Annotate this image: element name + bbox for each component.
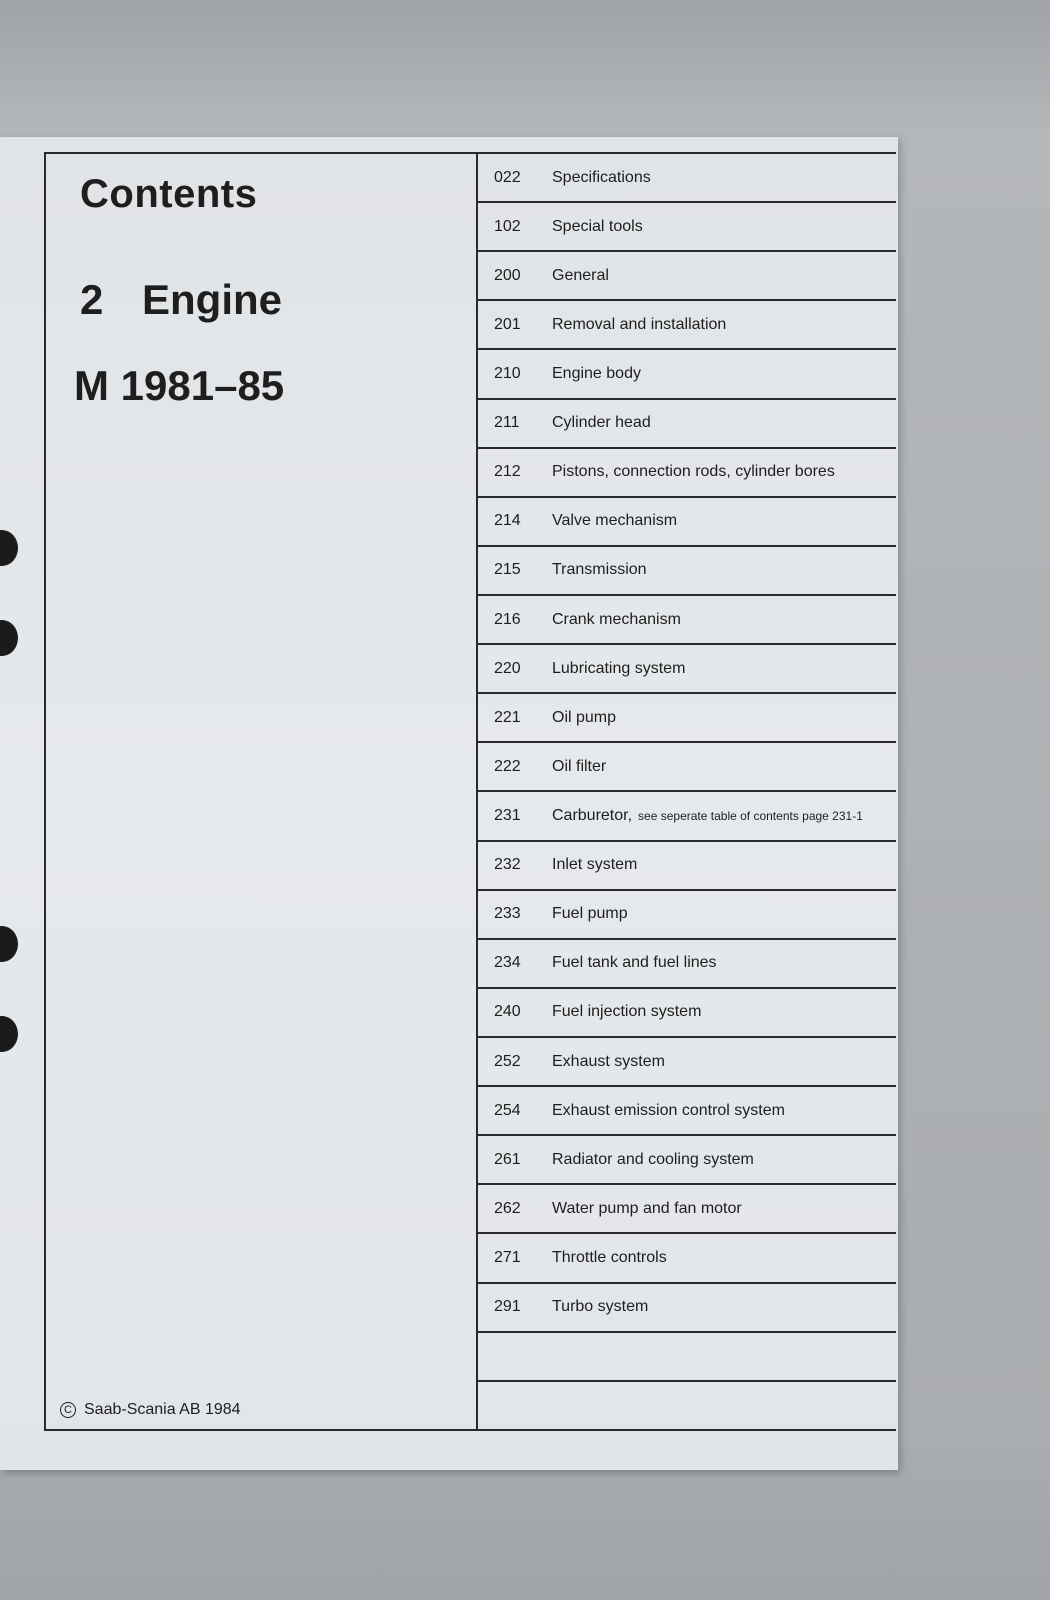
toc-row	[478, 891, 896, 940]
toc-section-title	[552, 365, 896, 383]
toc-section-number: 262	[494, 1199, 521, 1217]
toc-title-text: Oil pump	[552, 708, 617, 726]
toc-title-text: Exhaust emission control system	[552, 1101, 785, 1119]
toc-section-number: 201	[494, 315, 521, 333]
toc-title-text: Fuel pump	[552, 905, 628, 923]
page-title: Contents	[80, 172, 258, 216]
toc-title-text: General	[552, 266, 609, 284]
toc-title-text: Radiator and cooling system	[552, 1150, 754, 1168]
toc-section-title	[552, 1151, 896, 1169]
toc-row	[478, 1136, 896, 1185]
toc-section-number: 102	[494, 217, 521, 235]
toc-row	[478, 1284, 896, 1333]
toc-title-text: Removal and installation	[552, 315, 727, 333]
toc-section-title	[552, 169, 896, 187]
toc-row	[478, 400, 896, 449]
binder-hole	[0, 530, 18, 566]
toc-section-number: 261	[494, 1150, 521, 1168]
toc-title-text: Pistons, connection rods, cylinder bores	[552, 463, 835, 481]
toc-section-number: 254	[494, 1101, 521, 1119]
toc-row	[478, 743, 896, 792]
toc-row	[478, 350, 896, 399]
toc-section-number: 234	[494, 954, 521, 972]
toc-section-title	[552, 512, 896, 530]
toc-title-text: Inlet system	[552, 856, 638, 874]
toc-section-number: 211	[494, 414, 520, 432]
toc-section-note: see seperate table of contents page 231-1	[638, 808, 863, 823]
toc-section-number: 252	[494, 1052, 521, 1070]
toc-section-title	[552, 611, 896, 629]
contents-frame	[44, 152, 896, 1431]
model-range: M 1981–85	[74, 362, 285, 409]
toc-section-number: 271	[494, 1248, 521, 1266]
document-page	[0, 137, 898, 1470]
toc-title-text: Fuel tank and fuel lines	[552, 954, 717, 972]
toc-section-number: 212	[494, 463, 521, 481]
toc-section-title	[552, 807, 896, 825]
toc-section-title	[552, 1249, 896, 1267]
toc-row	[478, 842, 896, 891]
toc-section-title	[552, 954, 896, 972]
copyright-notice	[60, 1401, 241, 1419]
toc-title-text: Specifications	[552, 168, 651, 186]
toc-section-title	[552, 316, 896, 334]
toc-section-title	[552, 856, 896, 874]
toc-row	[478, 1234, 896, 1283]
toc-section-number: 233	[494, 905, 521, 923]
toc-section-number: 291	[494, 1298, 521, 1316]
toc-title-text: Throttle controls	[552, 1248, 667, 1266]
toc-title-text: Turbo system	[552, 1298, 649, 1316]
toc-title-text: Oil filter	[552, 757, 607, 775]
section-number: 2	[80, 276, 104, 323]
toc-row	[478, 547, 896, 596]
toc-section-title	[552, 709, 896, 727]
toc-row	[478, 154, 896, 203]
toc-row	[478, 1382, 896, 1429]
title-panel	[46, 154, 478, 1429]
toc-title-text: Lubricating system	[552, 659, 686, 677]
toc-section-number: 200	[494, 266, 521, 284]
section-name: Engine	[142, 276, 283, 323]
toc-section-number: 216	[494, 610, 521, 628]
toc-title-text: Fuel injection system	[552, 1003, 702, 1021]
toc-section-number: 231	[494, 806, 521, 824]
toc-title-text: Crank mechanism	[552, 610, 681, 628]
toc-section-number: 215	[494, 561, 521, 579]
copyright-text: Saab-Scania AB 1984	[84, 1401, 241, 1418]
toc-title-text: Special tools	[552, 217, 643, 235]
toc-section-title	[552, 267, 896, 285]
copyright-icon: C	[60, 1402, 76, 1418]
binder-hole	[0, 1016, 18, 1052]
toc-title-text: Engine body	[552, 364, 641, 382]
toc-section-number: 220	[494, 659, 521, 677]
toc-row	[478, 203, 896, 252]
toc-row	[478, 596, 896, 645]
toc-section-number: 240	[494, 1003, 521, 1021]
toc-section-number: 222	[494, 757, 521, 775]
toc-section-title	[552, 905, 896, 923]
toc-section-title	[552, 660, 896, 678]
toc-section-title	[552, 561, 896, 579]
toc-row	[478, 792, 896, 841]
toc-title-text: Exhaust system	[552, 1052, 665, 1070]
table-of-contents	[478, 154, 896, 1429]
binder-hole	[0, 620, 18, 656]
toc-section-title	[552, 1298, 896, 1316]
toc-section-title	[552, 414, 896, 432]
toc-section-number: 232	[494, 856, 521, 874]
toc-row	[478, 449, 896, 498]
toc-title-text: Transmission	[552, 561, 647, 579]
toc-row	[478, 989, 896, 1038]
toc-row	[478, 252, 896, 301]
toc-section-number: 214	[494, 512, 521, 530]
toc-title-text: Water pump and fan motor	[552, 1199, 742, 1217]
toc-section-title	[552, 1053, 896, 1071]
toc-section-number: 221	[494, 708, 521, 726]
toc-row	[478, 1333, 896, 1382]
toc-row	[478, 940, 896, 989]
toc-section-title	[552, 1102, 896, 1120]
toc-title-text: Cylinder head	[552, 414, 651, 432]
toc-row	[478, 301, 896, 350]
toc-row	[478, 1038, 896, 1087]
toc-section-title	[552, 463, 896, 481]
toc-row	[478, 694, 896, 743]
toc-section-title	[552, 758, 896, 776]
toc-row	[478, 498, 896, 547]
toc-title-text: Carburetor,	[552, 806, 633, 824]
toc-section-number: 022	[494, 168, 521, 186]
binder-hole	[0, 926, 18, 962]
toc-section-number: 210	[494, 364, 521, 382]
toc-section-title	[552, 1200, 896, 1218]
toc-row	[478, 1087, 896, 1136]
toc-title-text: Valve mechanism	[552, 512, 678, 530]
toc-row	[478, 645, 896, 694]
toc-row	[478, 1185, 896, 1234]
toc-section-title	[552, 1003, 896, 1021]
toc-section-title	[552, 218, 896, 236]
